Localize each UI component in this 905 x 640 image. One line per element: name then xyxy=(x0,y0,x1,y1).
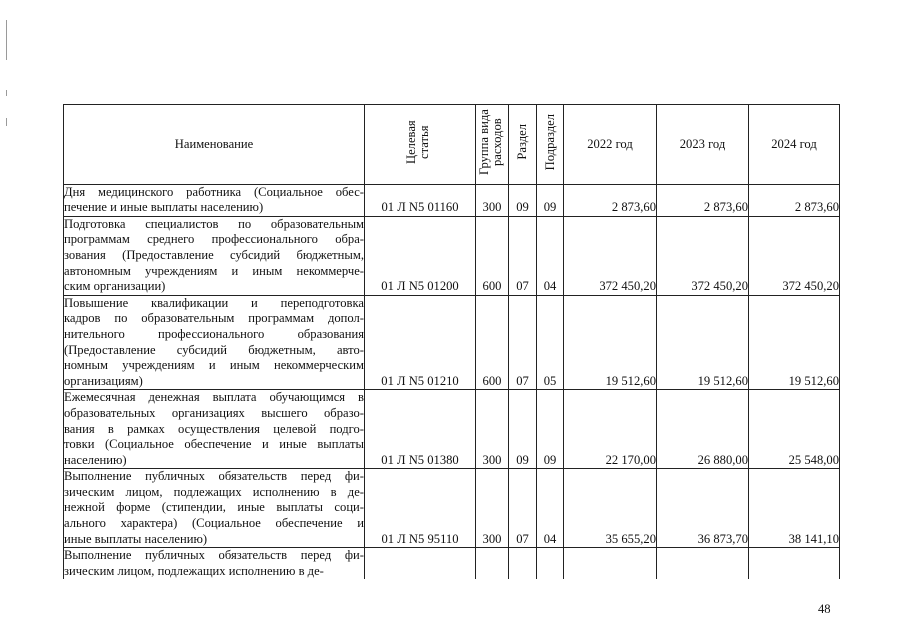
table-row xyxy=(64,216,840,295)
table-header-row xyxy=(64,105,840,185)
row-name-line: зическим лицом, подлежащих исполнению в де- xyxy=(64,484,364,499)
header-2024: 2024 год xyxy=(749,105,840,185)
row-value-2022: 372 450,20 xyxy=(564,216,657,295)
row-subsection: 09 xyxy=(537,390,564,469)
row-name-line: организациям) xyxy=(64,373,143,388)
row-name xyxy=(64,390,365,469)
header-expense-group xyxy=(476,105,509,185)
header-subsection-text: Подраздел xyxy=(542,113,557,171)
row-target-article xyxy=(365,548,476,580)
header-target-article xyxy=(365,105,476,185)
row-section: 07 xyxy=(509,469,537,548)
row-value-2022: 19 512,60 xyxy=(564,295,657,390)
row-value-2023: 2 873,60 xyxy=(657,184,749,216)
row-name-line: номным учреждениям и иным некоммерческим xyxy=(64,358,364,373)
row-target-article: 01 Л N5 01380 xyxy=(365,390,476,469)
row-subsection: 05 xyxy=(537,295,564,390)
header-2023: 2023 год xyxy=(657,105,749,185)
row-value-2024: 2 873,60 xyxy=(749,184,840,216)
row-name-line: ального характера) (Социальное обеспечение и xyxy=(64,516,364,531)
row-expense-group: 300 xyxy=(476,469,509,548)
row-name-line: нительного профессионального образования xyxy=(64,326,364,341)
row-subsection: 04 xyxy=(537,216,564,295)
row-expense-group: 300 xyxy=(476,390,509,469)
row-value-2023 xyxy=(657,548,749,580)
row-value-2022: 2 873,60 xyxy=(564,184,657,216)
header-2022: 2022 год xyxy=(564,105,657,185)
header-subsection xyxy=(537,105,564,185)
row-name-line: товки (Социальное обеспечение и иные выплаты xyxy=(64,437,364,452)
row-name-line: Выполнение публичных обязательств перед фи- xyxy=(64,469,364,484)
row-section: 07 xyxy=(509,216,537,295)
row-expense-group: 300 xyxy=(476,184,509,216)
row-target-article: 01 Л N5 01160 xyxy=(365,184,476,216)
header-section xyxy=(509,105,537,185)
row-name-line: нежной форме (стипендии, иные выплаты соци- xyxy=(64,500,364,515)
row-name xyxy=(64,184,365,216)
row-name-line: Ежемесячная денежная выплата обучающимся в xyxy=(64,390,364,405)
row-name-line: образовательных организациях высшего образо- xyxy=(64,405,364,420)
row-name-line: (Предоставление субсидий бюджетным, авто- xyxy=(64,342,364,357)
row-subsection: 09 xyxy=(537,184,564,216)
row-value-2022 xyxy=(564,548,657,580)
row-name-line: зическим лицом, подлежащих исполнению в де- xyxy=(64,563,324,578)
table-row xyxy=(64,548,840,580)
table-row xyxy=(64,390,840,469)
scan-margin-tick xyxy=(6,118,7,126)
row-value-2023: 26 880,00 xyxy=(657,390,749,469)
table-body xyxy=(64,184,840,579)
row-expense-group: 600 xyxy=(476,216,509,295)
row-value-2024 xyxy=(749,548,840,580)
row-name-line: населению) xyxy=(64,452,127,467)
row-name-line: вания в рамках осуществления целевой подго- xyxy=(64,421,364,436)
row-value-2022: 35 655,20 xyxy=(564,469,657,548)
row-value-2024: 25 548,00 xyxy=(749,390,840,469)
table-row xyxy=(64,184,840,216)
row-name xyxy=(64,216,365,295)
row-value-2024: 38 141,10 xyxy=(749,469,840,548)
row-expense-group: 600 xyxy=(476,295,509,390)
row-expense-group xyxy=(476,548,509,580)
scan-margin-tick xyxy=(6,90,7,96)
row-value-2023: 19 512,60 xyxy=(657,295,749,390)
row-name-line: ским организации) xyxy=(64,279,166,294)
row-name-line: Дня медицинского работника (Социальное обес- xyxy=(64,184,364,199)
row-name-line: Подготовка специалистов по образовательным xyxy=(64,216,364,231)
row-name xyxy=(64,295,365,390)
row-name-line: автономным учреждениям и иным некоммерче- xyxy=(64,263,364,278)
header-target-article-text: Целевая статья xyxy=(404,120,431,164)
row-value-2024: 372 450,20 xyxy=(749,216,840,295)
row-section: 07 xyxy=(509,295,537,390)
row-target-article: 01 Л N5 95110 xyxy=(365,469,476,548)
row-value-2023: 36 873,70 xyxy=(657,469,749,548)
row-name-line: Повышение квалификации и переподготовка xyxy=(64,295,364,310)
row-section: 09 xyxy=(509,390,537,469)
row-name-line: кадров по образовательным программам допол- xyxy=(64,311,364,326)
page-number: 48 xyxy=(818,602,831,616)
row-value-2023: 372 450,20 xyxy=(657,216,749,295)
row-target-article: 01 Л N5 01200 xyxy=(365,216,476,295)
row-value-2022: 22 170,00 xyxy=(564,390,657,469)
header-section-text: Раздел xyxy=(515,124,529,160)
row-subsection xyxy=(537,548,564,580)
row-name-line: иные выплаты населению) xyxy=(64,531,208,546)
row-name xyxy=(64,469,365,548)
table-row xyxy=(64,469,840,548)
header-expense-group-text: Группа вида расходов xyxy=(477,109,504,175)
row-name-line: печение и иные выплаты населению) xyxy=(64,200,264,215)
row-name-line: программам среднего профессионального обра- xyxy=(64,232,364,247)
scan-margin-line xyxy=(6,20,7,60)
row-name-line: Выполнение публичных обязательств перед фи- xyxy=(64,548,364,563)
table-row xyxy=(64,295,840,390)
row-target-article: 01 Л N5 01210 xyxy=(365,295,476,390)
row-name-line: зования (Предоставление субсидий бюджетным, xyxy=(64,247,364,262)
header-name: Наименование xyxy=(64,105,365,185)
row-subsection: 04 xyxy=(537,469,564,548)
row-section xyxy=(509,548,537,580)
row-value-2024: 19 512,60 xyxy=(749,295,840,390)
budget-table xyxy=(63,104,840,579)
row-name xyxy=(64,548,365,580)
row-section: 09 xyxy=(509,184,537,216)
